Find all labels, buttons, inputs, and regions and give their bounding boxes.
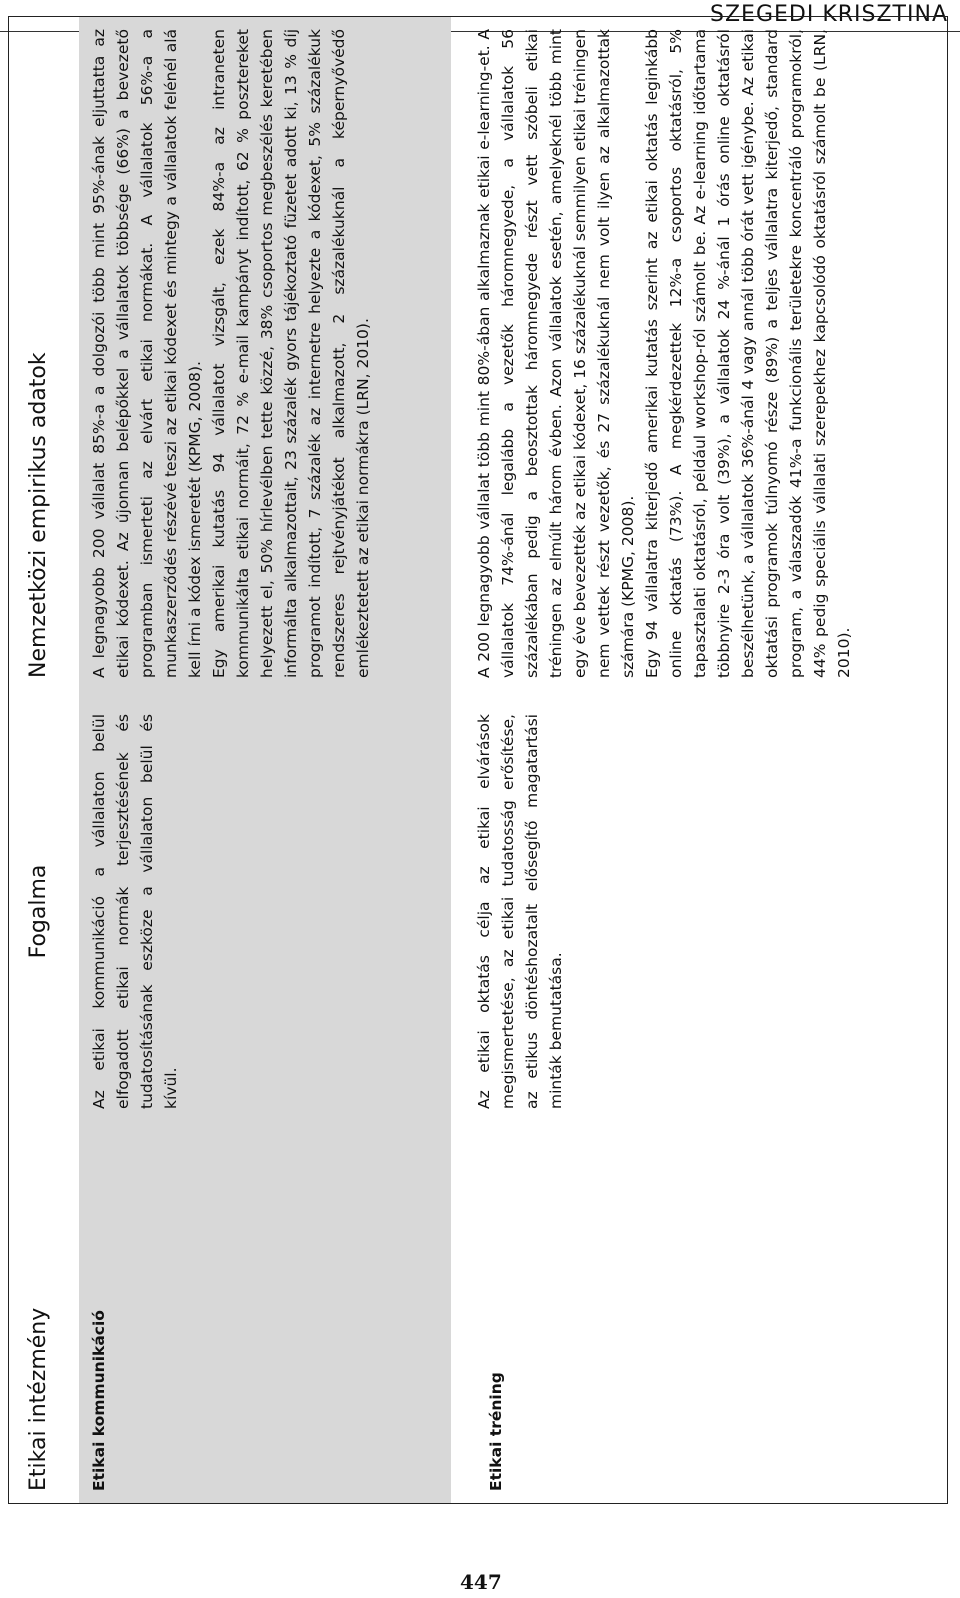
empirical-training xyxy=(464,15,939,698)
rotated-table-container xyxy=(8,16,948,1504)
header-definition: Fogalma xyxy=(25,864,51,959)
row-label-communication: Etikai kommunikáció xyxy=(90,1310,108,1491)
ethics-institutions-table xyxy=(8,16,948,1504)
empirical-communication xyxy=(79,15,451,698)
empirical-communication-p2: Egy amerikai kutatás 94 vállalatot vizsgált, ezek 84%-a az intraneten kommunikálta etikai normáit, 72 % e-mail kampányt indított, 62 % posztereket helyezett el, 50% hírlevélben tette közzé, 38% csoportos megbeszélés keretében informálta alkalmazottait, 23 százalék gyors tájékoztató füzetet adott ki, 13 % díj programot indított, 7 százalék az internetre helyezte a kódexet, 5% százalékuk rendszeres rejtvényjátékot alkalmazott, 2 százalékuknál a képernyővédő emlékeztetett az etikai normákra (LRN, 2010). xyxy=(210,29,372,678)
table-row-training xyxy=(464,17,939,1503)
definition-training: Az etikai oktatás célja az etikai elvárások megismertetése, az etikai tudatosság erősítése, az etikus döntéshozatalt elősegítő magatartási minták bemutatása. xyxy=(475,714,565,1109)
empirical-communication-p1: A legnagyobb 200 vállalat 85%-a a dolgozói több mint 95%-ának eljuttatta az etikai kódexet. Az újonnan belépőkkel a vállalatok többsége (66%) a bevezető programban ismerteti az elvárt etikai normákat. A vállalatok 56%-a a munkaszerződés részévé teszi az etikai kódexet és mintegy a vállalatok felénél alá kell írni a kódex ismeretét (KPMG, 2008). xyxy=(90,29,204,678)
row-label-training: Etikai tréning xyxy=(487,1372,505,1491)
empirical-training-p1: A 200 legnagyobb vállalat több mint 80%-ában alkalmaznak etikai e-learning-et. A vállalatok 74%-ánál legalább a vezetők háromnegyede, a vállalatok 56 százalékában pedig a beosztottak háromnegyede részt vett szóbeli etikai tréningen az elmúlt három évben. Azon vállalatok esetén, amelyeknél több mint egy éve bevezették az etikai kódexet, 16 százalékuknál semmilyen etikai tréningen nem vettek részt vezetők, és 27 százalékuknál nem volt ilyen az alkalmazottak számára (KPMG, 2008). xyxy=(475,29,637,678)
table-header-row xyxy=(9,17,67,1503)
definition-communication: Az etikai kommunikáció a vállalaton belül elfogadott etikai normák terjesztésének és tudatosításának eszköze a vállalaton belül és kívül. xyxy=(90,714,180,1109)
header-institution: Etikai intézmény xyxy=(25,1307,51,1491)
page-number: 447 xyxy=(460,1570,502,1594)
running-head: SZEGEDI KRISZTINA xyxy=(710,2,948,27)
header-empirical-data: Nemzetközi empirikus adatok xyxy=(25,352,51,678)
table-row-communication xyxy=(79,17,451,1503)
empirical-training-p2: Egy 94 vállalatra kiterjedő amerikai kutatás szerint az etikai oktatás leginkább online oktatás (73%). A megkérdezettek 12%-a csoportos oktatásról, 5% tapasztalati oktatásról, például workshop-ról számolt be. Az e-learning időtartama többnyire 2-3 óra volt (39%), a vállalatok 24 %-ánál 1 órás online oktatásról beszélhetünk, a vállalatok 36%-ánál 4 vagy annál több órát vett igénybe. Az etikai oktatási programok túlnyomó része (89%) a teljes vállalatra kiterjedő, standard program, a válaszadók 41%-a funkcionális területekre koncentráló programokról, 44% pedig speciális vállalati szerepekhez kapcsolódó oktatásról számolt be (LRN, 2010). xyxy=(643,29,853,678)
